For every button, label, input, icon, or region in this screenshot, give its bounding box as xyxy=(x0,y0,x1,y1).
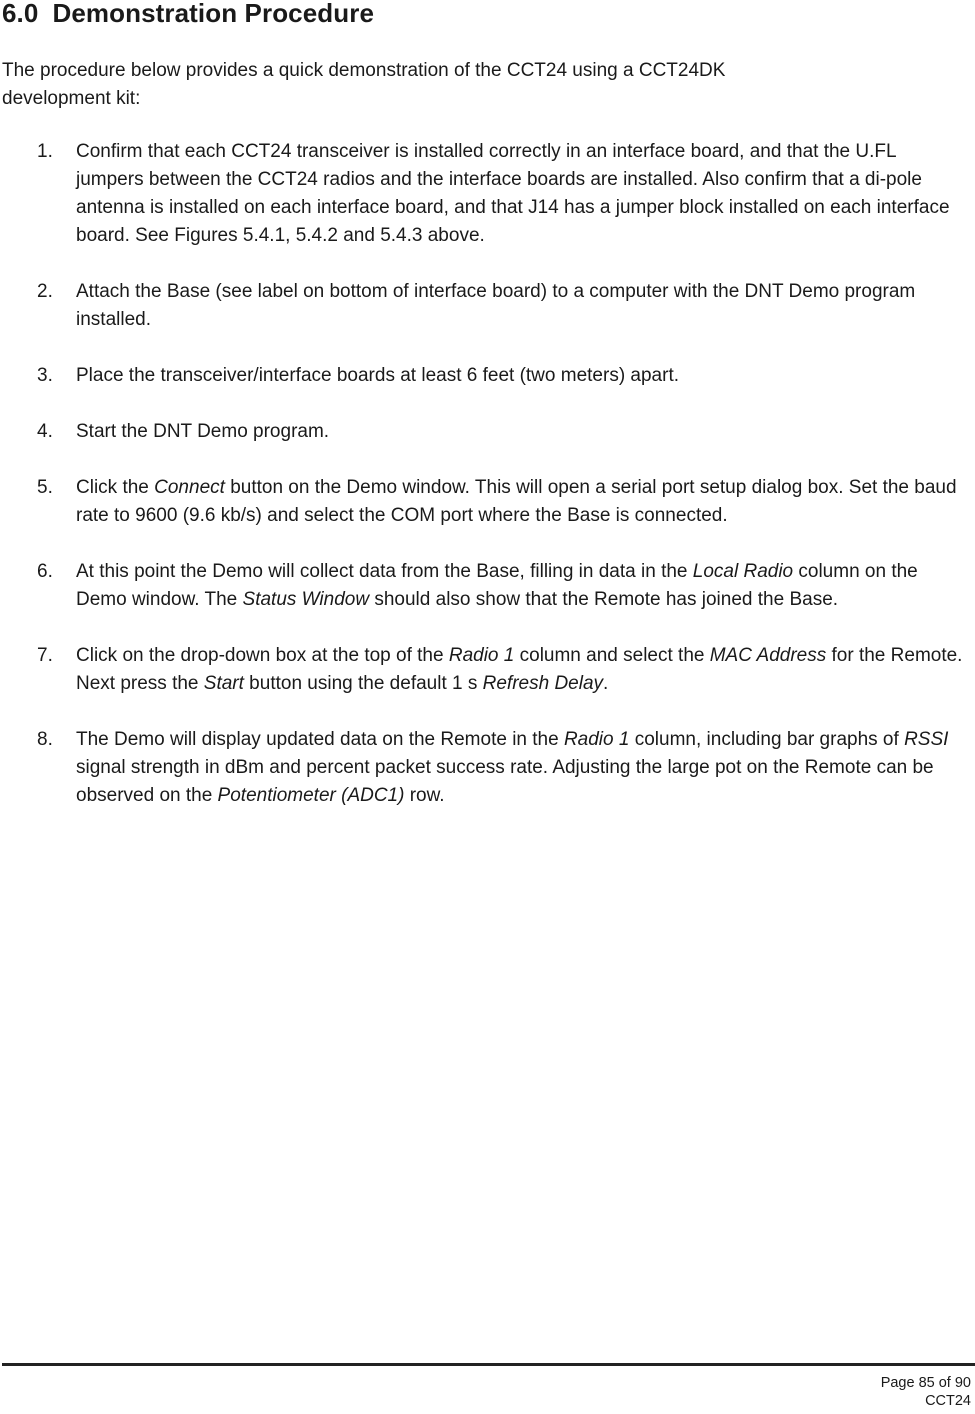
section-heading xyxy=(2,0,374,29)
footer-divider xyxy=(2,1363,975,1366)
step-text: button using the default 1 s xyxy=(243,673,483,694)
step-4 xyxy=(0,418,975,446)
step-7 xyxy=(0,642,975,698)
step-text: The Demo will display updated data on the Remote in the xyxy=(76,729,564,750)
step-text: . xyxy=(603,673,609,694)
step-text: At this point the Demo will collect data from the Base, filling in data in the xyxy=(76,561,693,582)
step-text: column, including bar graphs of xyxy=(629,729,905,750)
document-id: CCT24 xyxy=(925,1393,971,1409)
step-3 xyxy=(0,362,975,390)
intro-line-1: The procedure below provides a quick demonstration of the CCT24 using a CCT24DK xyxy=(2,60,726,81)
step-number: 6. xyxy=(37,561,53,582)
step-text: should also show that the Remote has joined the Base. xyxy=(369,589,839,610)
ui-term-status-window: Status Window xyxy=(242,589,370,610)
page-footer xyxy=(881,1374,971,1410)
step-5 xyxy=(0,474,975,530)
section-number: 6.0 xyxy=(2,0,39,28)
step-number: 5. xyxy=(37,477,53,498)
step-number: 7. xyxy=(37,645,53,666)
step-text: column on the Demo window. The xyxy=(76,561,918,610)
intro-paragraph xyxy=(2,57,962,113)
step-text: row. xyxy=(404,785,445,806)
section-title: Demonstration Procedure xyxy=(52,0,375,28)
step-2 xyxy=(0,278,975,334)
step-text: Attach the Base (see label on bottom of interface board) to a computer with the DNT Demo program installed. xyxy=(76,281,916,330)
step-text: column and select the xyxy=(514,645,710,666)
step-text: signal strength in dBm and percent packet success rate. Adjusting the large pot on the Remote can be observed on the xyxy=(76,757,934,806)
step-text: Confirm that each CCT24 transceiver is installed correctly in an interface board, and that the U.FL jumpers between the CCT24 radios and the interface boards are installed. Also confirm that a di-pole antenna is installed on each interface board, and that J14 has a jumper block installed on each interface board. See Figures 5.4.1, 5.4.2 and 5.4.3 above. xyxy=(76,141,950,246)
ui-term-radio-1: Radio 1 xyxy=(563,729,630,750)
ui-term-start: Start xyxy=(203,673,244,694)
step-number: 4. xyxy=(37,421,53,442)
ui-term-local-radio: Local Radio xyxy=(692,561,794,582)
ui-term-radio-1: Radio 1 xyxy=(448,645,515,666)
page-number: Page 85 of 90 xyxy=(880,1375,971,1391)
step-text: Click on the drop-down box at the top of the xyxy=(76,645,449,666)
step-number: 8. xyxy=(37,729,53,750)
step-number: 2. xyxy=(37,281,53,302)
step-8 xyxy=(0,726,975,810)
intro-line-2: development kit: xyxy=(2,88,141,109)
ui-term-refresh-delay: Refresh Delay xyxy=(482,673,604,694)
ui-term-potentiometer: Potentiometer (ADC1) xyxy=(217,785,405,806)
step-number: 3. xyxy=(37,365,53,386)
step-text: for the Remote. Next press the xyxy=(76,645,963,694)
step-6 xyxy=(0,558,975,614)
step-text: Click the xyxy=(76,477,155,498)
procedure-steps xyxy=(0,138,975,838)
ui-term-mac-address: MAC Address xyxy=(709,645,827,666)
step-text: Place the transceiver/interface boards at least 6 feet (two meters) apart. xyxy=(76,365,680,386)
step-1 xyxy=(0,138,975,250)
step-number: 1. xyxy=(37,141,53,162)
step-text: button on the Demo window. This will open a serial port setup dialog box. Set the baud rate to 9600 (9.6 kb/s) and select the COM port where the Base is connected. xyxy=(76,477,957,526)
ui-term-rssi: RSSI xyxy=(904,729,949,750)
ui-term-connect: Connect xyxy=(154,477,225,498)
step-text: Start the DNT Demo program. xyxy=(76,421,330,442)
